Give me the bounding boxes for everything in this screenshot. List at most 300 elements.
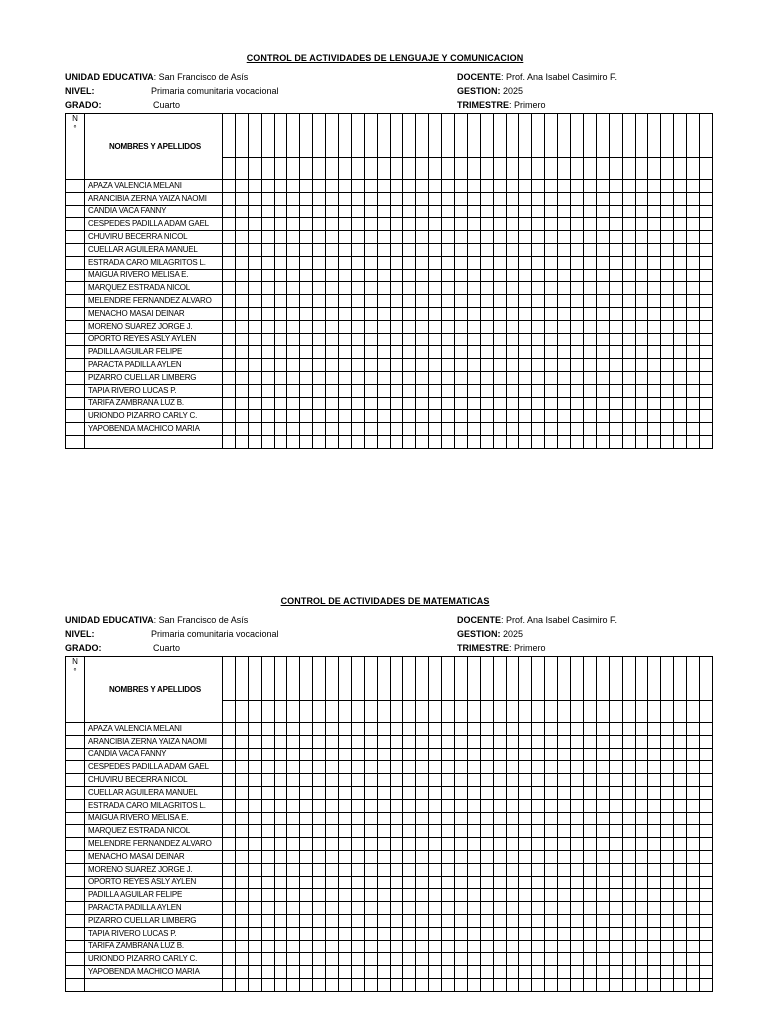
grade-cell[interactable] (339, 914, 352, 927)
grade-cell[interactable] (455, 410, 468, 423)
grade-cell[interactable] (326, 231, 339, 244)
grade-cell[interactable] (235, 307, 248, 320)
grade-cell[interactable] (455, 940, 468, 953)
grade-cell[interactable] (467, 205, 480, 218)
grade-cell[interactable] (326, 863, 339, 876)
grade-cell[interactable] (480, 940, 493, 953)
grade-cell[interactable] (403, 218, 416, 231)
grade-cell[interactable] (313, 256, 326, 269)
grade-cell[interactable] (596, 761, 609, 774)
grade-cell[interactable] (687, 799, 700, 812)
grade-cell[interactable] (635, 889, 648, 902)
grade-cell[interactable] (313, 346, 326, 359)
grade-cell[interactable] (661, 940, 674, 953)
grade-cell[interactable] (274, 927, 287, 940)
grade-cell[interactable] (532, 218, 545, 231)
grade-cell[interactable] (519, 307, 532, 320)
grade-cell[interactable] (364, 231, 377, 244)
grade-cell[interactable] (287, 205, 300, 218)
grade-cell[interactable] (351, 243, 364, 256)
grade-cell[interactable] (609, 256, 622, 269)
grade-cell[interactable] (403, 359, 416, 372)
grade-cell[interactable] (609, 774, 622, 787)
grade-cell[interactable] (442, 786, 455, 799)
grade-cell[interactable] (287, 423, 300, 436)
grade-cell[interactable] (274, 231, 287, 244)
activity-subheader-cell[interactable] (648, 158, 661, 180)
grade-cell[interactable] (377, 799, 390, 812)
grade-cell[interactable] (442, 799, 455, 812)
activity-subheader-cell[interactable] (235, 701, 248, 723)
grade-cell[interactable] (519, 889, 532, 902)
grade-cell[interactable] (480, 397, 493, 410)
activity-header-cell[interactable] (558, 657, 571, 701)
grade-cell[interactable] (493, 435, 506, 448)
grade-cell[interactable] (455, 863, 468, 876)
grade-cell[interactable] (532, 346, 545, 359)
grade-cell[interactable] (622, 205, 635, 218)
grade-cell[interactable] (635, 799, 648, 812)
grade-cell[interactable] (674, 371, 687, 384)
grade-cell[interactable] (261, 346, 274, 359)
grade-cell[interactable] (558, 218, 571, 231)
grade-cell[interactable] (699, 397, 712, 410)
activity-header-cell[interactable] (467, 114, 480, 158)
grade-cell[interactable] (545, 786, 558, 799)
grade-cell[interactable] (261, 307, 274, 320)
grade-cell[interactable] (648, 723, 661, 736)
grade-cell[interactable] (467, 723, 480, 736)
grade-cell[interactable] (429, 180, 442, 193)
grade-cell[interactable] (377, 371, 390, 384)
activity-subheader-cell[interactable] (248, 701, 261, 723)
grade-cell[interactable] (583, 269, 596, 282)
grade-cell[interactable] (519, 812, 532, 825)
grade-cell[interactable] (390, 735, 403, 748)
grade-cell[interactable] (648, 371, 661, 384)
grade-cell[interactable] (403, 371, 416, 384)
grade-cell[interactable] (480, 799, 493, 812)
grade-cell[interactable] (390, 978, 403, 991)
grade-cell[interactable] (403, 978, 416, 991)
grade-cell[interactable] (467, 838, 480, 851)
grade-cell[interactable] (661, 902, 674, 915)
grade-cell[interactable] (274, 838, 287, 851)
activity-subheader-cell[interactable] (571, 701, 584, 723)
grade-cell[interactable] (364, 423, 377, 436)
grade-cell[interactable] (480, 320, 493, 333)
grade-cell[interactable] (364, 902, 377, 915)
grade-cell[interactable] (687, 231, 700, 244)
grade-cell[interactable] (248, 774, 261, 787)
grade-cell[interactable] (699, 889, 712, 902)
grade-cell[interactable] (519, 256, 532, 269)
activity-subheader-cell[interactable] (648, 701, 661, 723)
grade-cell[interactable] (377, 180, 390, 193)
grade-cell[interactable] (287, 825, 300, 838)
grade-cell[interactable] (455, 838, 468, 851)
grade-cell[interactable] (699, 192, 712, 205)
grade-cell[interactable] (248, 812, 261, 825)
grade-cell[interactable] (287, 243, 300, 256)
grade-cell[interactable] (493, 927, 506, 940)
grade-cell[interactable] (687, 256, 700, 269)
grade-cell[interactable] (622, 333, 635, 346)
grade-cell[interactable] (571, 410, 584, 423)
grade-cell[interactable] (648, 761, 661, 774)
grade-cell[interactable] (532, 735, 545, 748)
grade-cell[interactable] (558, 876, 571, 889)
grade-cell[interactable] (661, 735, 674, 748)
grade-cell[interactable] (339, 978, 352, 991)
grade-cell[interactable] (313, 902, 326, 915)
grade-cell[interactable] (661, 371, 674, 384)
grade-cell[interactable] (339, 359, 352, 372)
grade-cell[interactable] (261, 256, 274, 269)
grade-cell[interactable] (622, 397, 635, 410)
grade-cell[interactable] (223, 761, 236, 774)
activity-subheader-cell[interactable] (635, 701, 648, 723)
grade-cell[interactable] (519, 799, 532, 812)
grade-cell[interactable] (687, 269, 700, 282)
grade-cell[interactable] (622, 889, 635, 902)
grade-cell[interactable] (429, 346, 442, 359)
grade-cell[interactable] (235, 333, 248, 346)
grade-cell[interactable] (622, 774, 635, 787)
grade-cell[interactable] (248, 307, 261, 320)
grade-cell[interactable] (351, 269, 364, 282)
grade-cell[interactable] (467, 953, 480, 966)
grade-cell[interactable] (674, 384, 687, 397)
activity-subheader-cell[interactable] (261, 158, 274, 180)
grade-cell[interactable] (532, 889, 545, 902)
grade-cell[interactable] (648, 435, 661, 448)
grade-cell[interactable] (235, 192, 248, 205)
grade-cell[interactable] (493, 850, 506, 863)
grade-cell[interactable] (313, 940, 326, 953)
activity-subheader-cell[interactable] (248, 158, 261, 180)
grade-cell[interactable] (506, 205, 519, 218)
grade-cell[interactable] (261, 243, 274, 256)
grade-cell[interactable] (364, 723, 377, 736)
grade-cell[interactable] (339, 180, 352, 193)
grade-cell[interactable] (223, 902, 236, 915)
grade-cell[interactable] (545, 282, 558, 295)
grade-cell[interactable] (455, 889, 468, 902)
grade-cell[interactable] (248, 876, 261, 889)
grade-cell[interactable] (596, 940, 609, 953)
grade-cell[interactable] (313, 423, 326, 436)
grade-cell[interactable] (609, 735, 622, 748)
grade-cell[interactable] (661, 953, 674, 966)
activity-header-cell[interactable] (532, 114, 545, 158)
grade-cell[interactable] (248, 180, 261, 193)
grade-cell[interactable] (635, 269, 648, 282)
grade-cell[interactable] (339, 774, 352, 787)
grade-cell[interactable] (687, 786, 700, 799)
grade-cell[interactable] (235, 748, 248, 761)
grade-cell[interactable] (235, 940, 248, 953)
grade-cell[interactable] (532, 231, 545, 244)
grade-cell[interactable] (235, 786, 248, 799)
grade-cell[interactable] (571, 761, 584, 774)
grade-cell[interactable] (313, 978, 326, 991)
grade-cell[interactable] (583, 723, 596, 736)
grade-cell[interactable] (596, 295, 609, 308)
grade-cell[interactable] (364, 761, 377, 774)
grade-cell[interactable] (571, 320, 584, 333)
grade-cell[interactable] (351, 953, 364, 966)
grade-cell[interactable] (351, 231, 364, 244)
activity-subheader-cell[interactable] (699, 701, 712, 723)
grade-cell[interactable] (596, 825, 609, 838)
grade-cell[interactable] (390, 914, 403, 927)
grade-cell[interactable] (300, 231, 313, 244)
grade-cell[interactable] (687, 384, 700, 397)
grade-cell[interactable] (699, 180, 712, 193)
grade-cell[interactable] (661, 231, 674, 244)
grade-cell[interactable] (429, 914, 442, 927)
grade-cell[interactable] (235, 902, 248, 915)
grade-cell[interactable] (558, 320, 571, 333)
grade-cell[interactable] (687, 320, 700, 333)
grade-cell[interactable] (480, 359, 493, 372)
grade-cell[interactable] (467, 295, 480, 308)
grade-cell[interactable] (699, 282, 712, 295)
grade-cell[interactable] (287, 953, 300, 966)
grade-cell[interactable] (300, 295, 313, 308)
grade-cell[interactable] (545, 723, 558, 736)
grade-cell[interactable] (248, 423, 261, 436)
activity-subheader-cell[interactable] (506, 701, 519, 723)
grade-cell[interactable] (545, 295, 558, 308)
grade-cell[interactable] (248, 282, 261, 295)
activity-header-cell[interactable] (364, 657, 377, 701)
grade-cell[interactable] (674, 231, 687, 244)
grade-cell[interactable] (622, 902, 635, 915)
grade-cell[interactable] (339, 333, 352, 346)
activity-header-cell[interactable] (674, 657, 687, 701)
grade-cell[interactable] (687, 192, 700, 205)
grade-cell[interactable] (674, 786, 687, 799)
grade-cell[interactable] (622, 320, 635, 333)
grade-cell[interactable] (545, 371, 558, 384)
grade-cell[interactable] (661, 850, 674, 863)
activity-subheader-cell[interactable] (674, 158, 687, 180)
activity-header-cell[interactable] (493, 657, 506, 701)
grade-cell[interactable] (287, 269, 300, 282)
grade-cell[interactable] (364, 799, 377, 812)
grade-cell[interactable] (313, 384, 326, 397)
grade-cell[interactable] (300, 384, 313, 397)
grade-cell[interactable] (506, 192, 519, 205)
grade-cell[interactable] (635, 863, 648, 876)
grade-cell[interactable] (442, 180, 455, 193)
grade-cell[interactable] (506, 180, 519, 193)
grade-cell[interactable] (235, 423, 248, 436)
grade-cell[interactable] (429, 761, 442, 774)
activity-header-cell[interactable] (455, 114, 468, 158)
grade-cell[interactable] (339, 231, 352, 244)
grade-cell[interactable] (699, 953, 712, 966)
grade-cell[interactable] (699, 320, 712, 333)
grade-cell[interactable] (429, 863, 442, 876)
activity-header-cell[interactable] (351, 114, 364, 158)
grade-cell[interactable] (674, 914, 687, 927)
grade-cell[interactable] (235, 863, 248, 876)
grade-cell[interactable] (622, 850, 635, 863)
grade-cell[interactable] (377, 269, 390, 282)
grade-cell[interactable] (558, 371, 571, 384)
grade-cell[interactable] (687, 295, 700, 308)
grade-cell[interactable] (351, 774, 364, 787)
grade-cell[interactable] (467, 346, 480, 359)
grade-cell[interactable] (223, 927, 236, 940)
grade-cell[interactable] (300, 269, 313, 282)
grade-cell[interactable] (416, 333, 429, 346)
grade-cell[interactable] (274, 423, 287, 436)
grade-cell[interactable] (674, 966, 687, 979)
grade-cell[interactable] (596, 774, 609, 787)
grade-cell[interactable] (326, 723, 339, 736)
grade-cell[interactable] (429, 723, 442, 736)
grade-cell[interactable] (648, 295, 661, 308)
grade-cell[interactable] (351, 889, 364, 902)
grade-cell[interactable] (416, 371, 429, 384)
activity-subheader-cell[interactable] (506, 158, 519, 180)
grade-cell[interactable] (635, 978, 648, 991)
grade-cell[interactable] (403, 966, 416, 979)
activity-subheader-cell[interactable] (622, 158, 635, 180)
grade-cell[interactable] (609, 825, 622, 838)
grade-cell[interactable] (390, 761, 403, 774)
grade-cell[interactable] (274, 346, 287, 359)
grade-cell[interactable] (351, 927, 364, 940)
grade-cell[interactable] (403, 295, 416, 308)
grade-cell[interactable] (519, 748, 532, 761)
grade-cell[interactable] (261, 320, 274, 333)
activity-header-cell[interactable] (455, 657, 468, 701)
grade-cell[interactable] (339, 812, 352, 825)
grade-cell[interactable] (351, 838, 364, 851)
grade-cell[interactable] (545, 761, 558, 774)
grade-cell[interactable] (635, 876, 648, 889)
grade-cell[interactable] (274, 320, 287, 333)
grade-cell[interactable] (480, 410, 493, 423)
grade-cell[interactable] (493, 231, 506, 244)
activity-subheader-cell[interactable] (377, 701, 390, 723)
activity-subheader-cell[interactable] (416, 158, 429, 180)
grade-cell[interactable] (635, 205, 648, 218)
grade-cell[interactable] (583, 423, 596, 436)
grade-cell[interactable] (674, 799, 687, 812)
activity-header-cell[interactable] (223, 114, 236, 158)
grade-cell[interactable] (674, 243, 687, 256)
grade-cell[interactable] (223, 359, 236, 372)
grade-cell[interactable] (674, 282, 687, 295)
grade-cell[interactable] (661, 243, 674, 256)
grade-cell[interactable] (571, 205, 584, 218)
grade-cell[interactable] (545, 825, 558, 838)
grade-cell[interactable] (506, 243, 519, 256)
grade-cell[interactable] (377, 192, 390, 205)
grade-cell[interactable] (339, 423, 352, 436)
grade-cell[interactable] (429, 812, 442, 825)
grade-cell[interactable] (326, 320, 339, 333)
grade-cell[interactable] (699, 346, 712, 359)
grade-cell[interactable] (648, 799, 661, 812)
grade-cell[interactable] (300, 423, 313, 436)
grade-cell[interactable] (429, 359, 442, 372)
grade-cell[interactable] (622, 966, 635, 979)
grade-cell[interactable] (558, 397, 571, 410)
grade-cell[interactable] (635, 371, 648, 384)
grade-cell[interactable] (261, 786, 274, 799)
grade-cell[interactable] (390, 812, 403, 825)
grade-cell[interactable] (571, 876, 584, 889)
grade-cell[interactable] (661, 205, 674, 218)
grade-cell[interactable] (313, 876, 326, 889)
grade-cell[interactable] (596, 786, 609, 799)
activity-header-cell[interactable] (622, 657, 635, 701)
grade-cell[interactable] (622, 799, 635, 812)
grade-cell[interactable] (532, 269, 545, 282)
grade-cell[interactable] (648, 410, 661, 423)
grade-cell[interactable] (442, 307, 455, 320)
grade-cell[interactable] (609, 320, 622, 333)
grade-cell[interactable] (235, 269, 248, 282)
grade-cell[interactable] (351, 205, 364, 218)
grade-cell[interactable] (429, 320, 442, 333)
activity-header-cell[interactable] (235, 657, 248, 701)
grade-cell[interactable] (223, 295, 236, 308)
grade-cell[interactable] (223, 774, 236, 787)
grade-cell[interactable] (674, 295, 687, 308)
grade-cell[interactable] (377, 876, 390, 889)
grade-cell[interactable] (223, 205, 236, 218)
grade-cell[interactable] (506, 876, 519, 889)
grade-cell[interactable] (261, 953, 274, 966)
grade-cell[interactable] (635, 812, 648, 825)
grade-cell[interactable] (506, 799, 519, 812)
grade-cell[interactable] (300, 940, 313, 953)
grade-cell[interactable] (248, 243, 261, 256)
grade-cell[interactable] (532, 966, 545, 979)
grade-cell[interactable] (506, 838, 519, 851)
grade-cell[interactable] (274, 256, 287, 269)
activity-header-cell[interactable] (261, 114, 274, 158)
grade-cell[interactable] (442, 359, 455, 372)
grade-cell[interactable] (687, 371, 700, 384)
grade-cell[interactable] (287, 256, 300, 269)
grade-cell[interactable] (455, 812, 468, 825)
grade-cell[interactable] (377, 256, 390, 269)
grade-cell[interactable] (532, 435, 545, 448)
grade-cell[interactable] (467, 774, 480, 787)
grade-cell[interactable] (545, 346, 558, 359)
grade-cell[interactable] (493, 410, 506, 423)
grade-cell[interactable] (416, 269, 429, 282)
grade-cell[interactable] (287, 966, 300, 979)
activity-subheader-cell[interactable] (429, 701, 442, 723)
grade-cell[interactable] (235, 953, 248, 966)
grade-cell[interactable] (313, 410, 326, 423)
activity-header-cell[interactable] (506, 114, 519, 158)
activity-header-cell[interactable] (416, 657, 429, 701)
grade-cell[interactable] (377, 397, 390, 410)
grade-cell[interactable] (455, 371, 468, 384)
grade-cell[interactable] (416, 723, 429, 736)
